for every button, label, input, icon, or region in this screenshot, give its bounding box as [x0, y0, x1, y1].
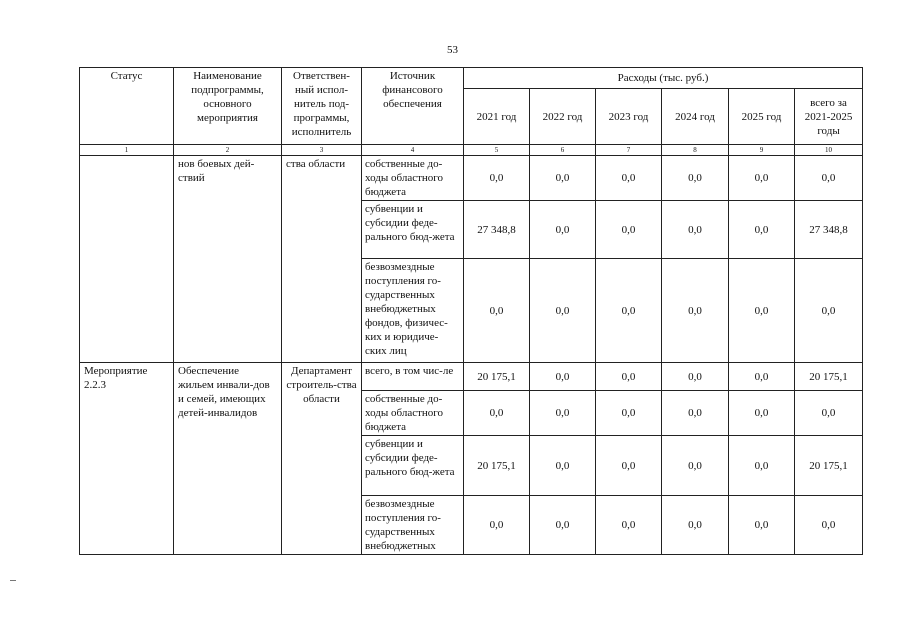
table-row [80, 363, 863, 391]
header-year: 2024 год [662, 89, 729, 145]
column-number: 5 [464, 145, 530, 156]
value-cell: 0,0 [795, 259, 863, 363]
funding-source-cell: субвенции и субсидии феде-рального бюд-жета [362, 201, 464, 259]
value-cell: 0,0 [662, 363, 729, 391]
table-row [80, 156, 863, 201]
value-cell: 0,0 [662, 201, 729, 259]
value-cell: 0,0 [530, 436, 596, 496]
budget-table [79, 67, 863, 555]
column-number: 4 [362, 145, 464, 156]
value-cell: 0,0 [596, 259, 662, 363]
value-cell: 0,0 [530, 496, 596, 555]
value-cell: 0,0 [596, 201, 662, 259]
header-expenses: Расходы (тыс. руб.) [464, 68, 863, 89]
status-cell: Мероприятие 2.2.3 [80, 363, 174, 555]
value-cell: 0,0 [662, 496, 729, 555]
value-cell: 0,0 [662, 391, 729, 436]
funding-source-cell: безвозмездные поступления го-сударственных внебюджетных [362, 496, 464, 555]
value-cell: 0,0 [795, 496, 863, 555]
value-cell: 0,0 [729, 156, 795, 201]
column-number: 1 [80, 145, 174, 156]
value-cell: 0,0 [729, 391, 795, 436]
header-name: Наименование подпрограммы, основного мероприятия [174, 68, 282, 145]
funding-source-cell: всего, в том чис-ле [362, 363, 464, 391]
value-cell: 0,0 [464, 496, 530, 555]
column-number: 8 [662, 145, 729, 156]
value-cell: 20 175,1 [464, 363, 530, 391]
funding-source-cell: безвозмездные поступления го-сударственных внебюджетных фондов, физичес-ких и юридиче-ских лиц [362, 259, 464, 363]
activity-name-cell: Обеспечение жильем инвали-дов и семей, имеющих детей-инвалидов [174, 363, 282, 555]
value-cell: 0,0 [530, 259, 596, 363]
value-cell: 0,0 [596, 436, 662, 496]
value-cell: 20 175,1 [464, 436, 530, 496]
value-cell: 0,0 [596, 363, 662, 391]
value-cell: 0,0 [662, 259, 729, 363]
header-year: 2021 год [464, 89, 530, 145]
value-cell: 0,0 [530, 201, 596, 259]
value-cell: 0,0 [729, 259, 795, 363]
activity-name-cell: нов боевых дей-ствий [174, 156, 282, 363]
value-cell: 0,0 [729, 436, 795, 496]
value-cell: 0,0 [596, 496, 662, 555]
value-cell: 27 348,8 [795, 201, 863, 259]
value-cell: 0,0 [596, 156, 662, 201]
value-cell: 0,0 [596, 391, 662, 436]
value-cell: 20 175,1 [795, 436, 863, 496]
value-cell: 0,0 [530, 156, 596, 201]
column-number: 6 [530, 145, 596, 156]
column-number: 7 [596, 145, 662, 156]
value-cell: 0,0 [530, 363, 596, 391]
funding-source-cell: субвенции и субсидии феде-рального бюд-жета [362, 436, 464, 496]
margin-mark [10, 580, 16, 581]
value-cell: 20 175,1 [795, 363, 863, 391]
funding-source-cell: собственные до-ходы областного бюджета [362, 156, 464, 201]
column-number: 10 [795, 145, 863, 156]
status-cell [80, 156, 174, 363]
value-cell: 0,0 [729, 201, 795, 259]
value-cell: 0,0 [464, 156, 530, 201]
value-cell: 0,0 [662, 156, 729, 201]
value-cell: 0,0 [729, 363, 795, 391]
responsible-cell: Департамент строитель-ства области [282, 363, 362, 555]
header-year: 2023 год [596, 89, 662, 145]
value-cell: 27 348,8 [464, 201, 530, 259]
header-row [80, 68, 863, 89]
header-responsible: Ответствен-ный испол-нитель под-программы, исполнитель [282, 68, 362, 145]
value-cell: 0,0 [795, 156, 863, 201]
column-number: 9 [729, 145, 795, 156]
header-year-total: всего за 2021-2025 годы [795, 89, 863, 145]
column-number: 2 [174, 145, 282, 156]
header-year: 2025 год [729, 89, 795, 145]
value-cell: 0,0 [464, 391, 530, 436]
value-cell: 0,0 [464, 259, 530, 363]
value-cell: 0,0 [662, 436, 729, 496]
responsible-cell: ства области [282, 156, 362, 363]
column-number: 3 [282, 145, 362, 156]
page-number: 53 [447, 44, 458, 56]
value-cell: 0,0 [530, 391, 596, 436]
funding-source-cell: собственные до-ходы областного бюджета [362, 391, 464, 436]
header-source: Источник финансового обеспечения [362, 68, 464, 145]
header-year: 2022 год [530, 89, 596, 145]
column-numbers-row [80, 145, 863, 156]
value-cell: 0,0 [795, 391, 863, 436]
header-status: Статус [80, 68, 174, 145]
value-cell: 0,0 [729, 496, 795, 555]
